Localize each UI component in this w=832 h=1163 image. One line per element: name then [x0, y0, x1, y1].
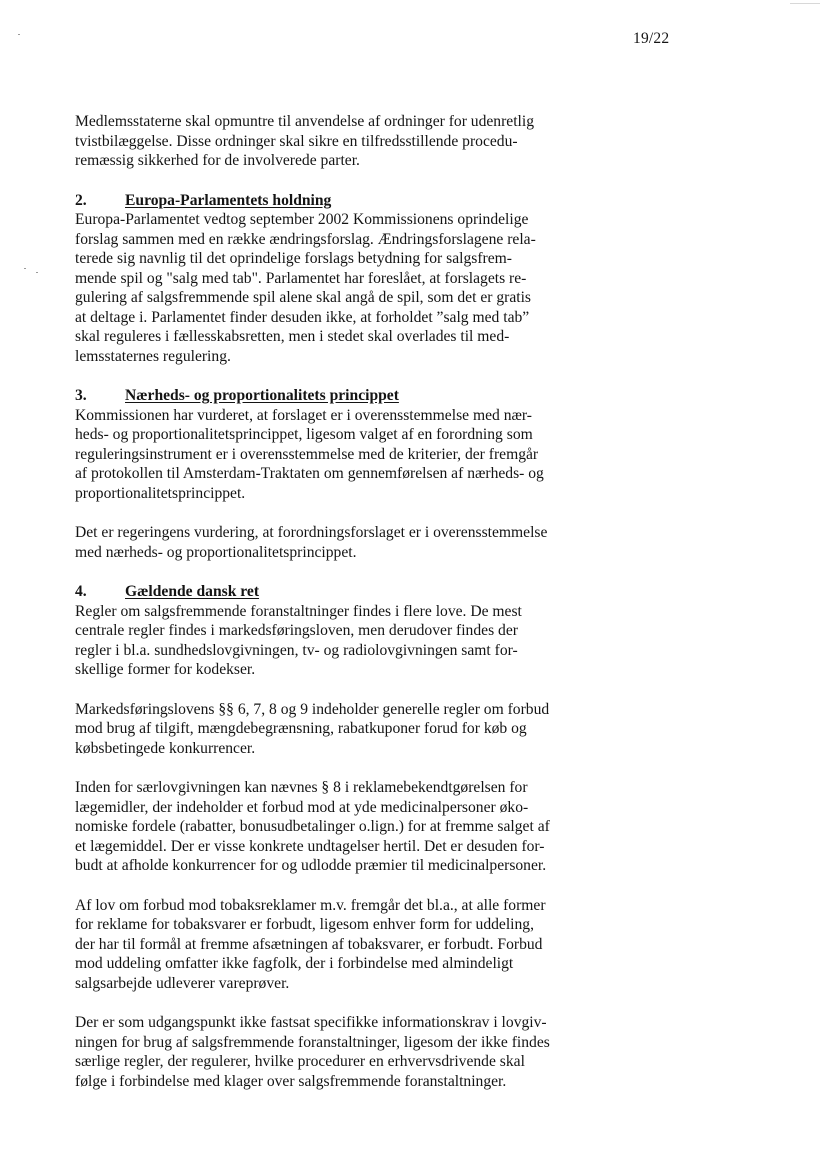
section-gap: [75, 562, 572, 582]
section-paragraph: [75, 210, 572, 366]
text-line: tvistbilæggelse. Disse ordninger skal sikre en tilfredsstillende procedu-: [75, 132, 518, 150]
text-line: af protokollen til Amsterdam-Traktaten om gennemførelsen af nærheds- og: [75, 465, 544, 482]
text-line: Af lov om forbud mod tobaksreklamer m.v. fremgår det bl.a., at alle former: [75, 896, 546, 914]
text-line: et lægemiddel. Der er visse konkrete undtagelser hertil. Det er desuden for-: [75, 837, 545, 855]
text-line: Det er regeringens vurdering, at forordningsforslaget er i overensstemmelse: [75, 524, 548, 541]
section-number: 2.: [75, 191, 87, 209]
text-line: forslag sammen med en række ændringsforslag. Ændringsforslagene rela-: [75, 230, 536, 248]
paragraph-gap: [75, 680, 572, 700]
section-title: Gældende dansk ret: [125, 583, 260, 600]
text-line: regler i bl.a. sundhedslovgivningen, tv- og radiolovgivningen samt for-: [75, 641, 518, 659]
text-line: centrale regler findes i markedsføringsloven, men derudover findes der: [75, 622, 518, 639]
text-line: med nærheds- og proportionalitetsprincippet.: [75, 543, 357, 561]
section-heading: [75, 582, 572, 602]
text-line: mende spil og "salg med tab". Parlamentet har foreslået, at forslagets re-: [75, 269, 527, 287]
text-line: reguleringsinstrument er i overensstemmelse med de kriterier, der fremgår: [75, 445, 539, 463]
section-number: 4.: [75, 583, 87, 600]
section-title: Nærheds- og proportionalitets princippet: [125, 387, 399, 404]
text-line: Markedsføringslovens §§ 6, 7, 8 og 9 indeholder generelle regler om forbud: [75, 700, 550, 718]
text-line: heds- og proportionalitetsprincippet, ligesom valget af en forordning som: [75, 426, 533, 443]
section-paragraph: [75, 406, 572, 504]
section-gap: [75, 366, 572, 386]
text-line: følge i forbindelse med klager over salgsfremmende foranstaltninger.: [75, 1072, 507, 1090]
text-line: for reklame for tobaksvarer er forbudt, ligesom enhver form for uddeling,: [75, 916, 534, 933]
intro-paragraph: [75, 112, 572, 171]
text-line: Kommissionen har vurderet, at forslaget er i overensstemmelse med nær-: [75, 406, 532, 424]
text-line: gulering af salgsfremmende spil alene skal angå de spil, som det er gratis: [75, 289, 531, 306]
paragraph-gap: [75, 758, 572, 778]
scan-speck: [790, 3, 820, 4]
text-line: salgsarbejde udleverer vareprøver.: [75, 974, 290, 992]
section-paragraph: [75, 896, 572, 994]
text-line: nomiske fordele (rabatter, bonusudbetalinger o.lign.) for at fremme salget af: [75, 818, 550, 835]
paragraph-gap: [75, 503, 572, 523]
text-line: Europa-Parlamentet vedtog september 2002 Kommissionens oprindelige: [75, 211, 529, 228]
text-line: der har til formål at fremme afsætningen af tobaksvarer, er forbudt. Forbud: [75, 935, 543, 953]
text-line: Inden for særlovgivningen kan nævnes § 8 i reklamebekendtgørelsen for: [75, 779, 528, 796]
section-title: Europa-Parlamentets holdning: [125, 191, 332, 209]
scan-speck: [18, 34, 20, 35]
text-line: mod uddeling omfatter ikke fagfolk, der i forbindelse med almindeligt: [75, 955, 514, 972]
section-paragraph: [75, 523, 572, 562]
text-line: at deltage i. Parlamentet finder desuden ikke, at forholdet ”salg med tab”: [75, 308, 530, 326]
text-line: remæssig sikkerhed for de involverede parter.: [75, 152, 360, 169]
section-number: 3.: [75, 387, 87, 404]
text-line: købsbetingede konkurrencer.: [75, 739, 256, 757]
text-line: lægemidler, der indeholder et forbud mod at yde medicinalpersoner øko-: [75, 798, 529, 816]
text-line: budt at afholde konkurrencer for og udlodde præmier til medicinalpersoner.: [75, 857, 547, 874]
section-paragraph: [75, 700, 572, 759]
text-line: Medlemsstaterne skal opmuntre til anvendelse af ordninger for udenretlig: [75, 113, 535, 130]
document-body: [75, 112, 572, 1091]
section-heading: [75, 386, 572, 406]
section-paragraph: [75, 778, 572, 876]
text-line: proportionalitetsprincippet.: [75, 484, 246, 502]
text-line: ningen for brug af salgsfremmende foranstaltninger, ligesom der ikke findes: [75, 1033, 550, 1051]
section-paragraph: [75, 602, 572, 680]
text-line: skellige former for kodekser.: [75, 661, 256, 678]
text-line: Regler om salgsfremmende foranstaltninger findes i flere love. De mest: [75, 602, 522, 620]
paragraph-gap: [75, 993, 572, 1013]
section-paragraph: [75, 1013, 572, 1091]
text-line: særlige regler, der regulerer, hvilke procedurer en erhvervsdrivende skal: [75, 1053, 525, 1070]
paragraph-gap: [75, 876, 572, 896]
text-line: terede sig navnlig til det oprindelige forslags betydning for salgsfrem-: [75, 250, 512, 267]
text-line: mod brug af tilgift, mængdebegrænsning, rabatkuponer forud for køb og: [75, 720, 527, 737]
section-gap: [75, 171, 572, 191]
text-line: skal reguleres i fællesskabsretten, men i stedet skal overlades til med-: [75, 328, 510, 345]
text-line: lemsstaternes regulering.: [75, 347, 231, 365]
text-line: Der er som udgangspunkt ikke fastsat specifikke informationskrav i lovgiv-: [75, 1014, 547, 1031]
scan-speck: [24, 268, 26, 269]
scan-speck: [36, 272, 38, 273]
page-number: 19/22: [633, 30, 670, 47]
section-heading: [75, 191, 572, 211]
